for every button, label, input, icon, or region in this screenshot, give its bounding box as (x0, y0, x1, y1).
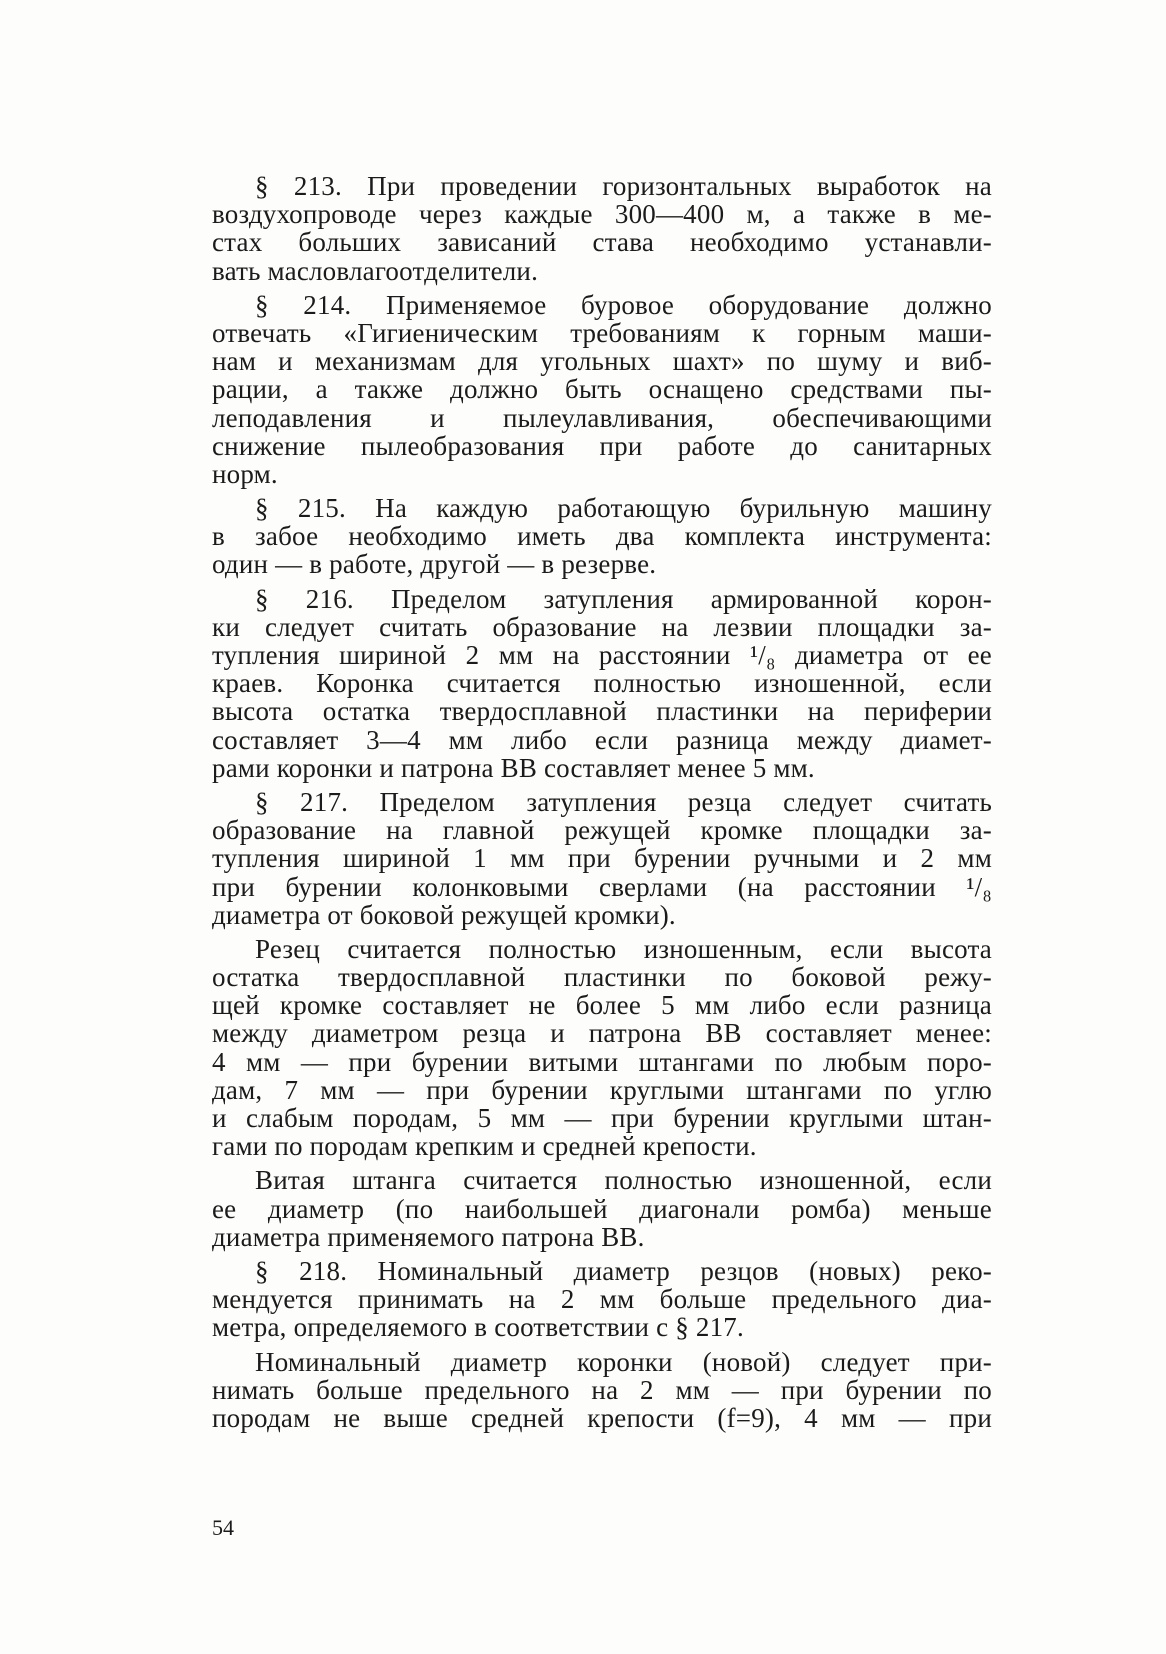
text-line: между диаметром резца и патрона ВВ составляет менее: (212, 1018, 992, 1049)
text-line: § 214. Применяемое буровое оборудование должно (255, 289, 992, 320)
text-line: Резец считается полностью изношенным, если высота (255, 933, 992, 964)
text-line: леподавления и пылеулавливания, обеспечивающими (212, 402, 992, 433)
body-text (212, 172, 992, 1432)
text-line: 4 мм — при бурении витыми штангами по любым поро- (212, 1046, 992, 1077)
text-line: остатка твердосплавной пластинки по боковой режу- (212, 962, 992, 993)
text-line: гами по породам крепким и средней крепости. (212, 1131, 757, 1162)
text-line: § 213. При проведении горизонтальных выработок на (255, 171, 992, 201)
text-line: и слабым породам, 5 мм — при бурении круглыми штан- (212, 1103, 992, 1133)
text-line: диаметра от боковой режущей кромки). (212, 899, 676, 930)
text-line: тупления шириной 1 мм при бурении ручными и 2 мм (212, 843, 992, 874)
text-line: образование на главной режущей кромке площадки за- (212, 815, 992, 846)
text-line: нам и механизмам для угольных шахт» по шуму и виб- (212, 346, 992, 377)
text-line: вать масловлагоотделители. (212, 255, 539, 286)
text-line: § 215. На каждую работающую бурильную машину (255, 493, 992, 524)
page-number: 54 (212, 1515, 234, 1540)
text-line: при бурении колонковыми сверлами (на расстоянии ¹/₈ (212, 871, 992, 902)
text-line: метра, определяемого в соответствии с § 217. (212, 1312, 744, 1343)
text-line: Витая штанга считается полностью изношенной, если (255, 1165, 992, 1196)
text-line: Номинальный диаметр коронки (новой) следует при- (255, 1346, 992, 1377)
text-line: норм. (212, 458, 278, 489)
text-line: в забое необходимо иметь два комплекта инструмента: (212, 521, 992, 552)
text-line: породам не выше средней крепости (f=9), 4 мм — при (212, 1402, 992, 1433)
text-line: тупления шириной 2 мм на расстоянии ¹/₈ диаметра от ее (212, 640, 992, 670)
text-line: отвечать «Гигиеническим требованиям к горным маши- (212, 317, 992, 348)
text-line: ее диаметр (по наибольшей диагонали ромба) меньше (212, 1193, 992, 1224)
text-line: § 216. Пределом затупления армированной корон- (255, 583, 992, 614)
text-line: ки следует считать образование на лезвии площадки за- (212, 611, 992, 642)
text-line: составляет 3—4 мм либо если разница между диамет- (212, 724, 992, 755)
text-line: снижение пылеобразования при работе до санитарных (212, 430, 992, 461)
text-line: высота остатка твердосплавной пластинки на периферии (212, 696, 992, 727)
text-line: мендуется принимать на 2 мм больше предельного диа- (212, 1284, 992, 1315)
text-line: рами коронки и патрона ВВ составляет менее 5 мм. (212, 752, 815, 783)
text-line: один — в работе, другой — в резерве. (212, 549, 657, 580)
text-line: рации, а также должно быть оснащено средствами пы- (212, 374, 992, 405)
text-line: краев. Коронка считается полностью изношенной, если (212, 668, 992, 699)
text-line: нимать больше предельного на 2 мм — при бурении по (212, 1374, 992, 1405)
text-line: щей кромке составляет не более 5 мм либо если разница (212, 990, 992, 1021)
text-line: воздухопроводе через каждые 300—400 м, а также в ме- (212, 199, 992, 230)
text-line: стах больших зависаний става необходимо устанавли- (212, 227, 992, 258)
text-line: § 218. Номинальный диаметр резцов (новых) реко- (255, 1255, 992, 1286)
text-line: дам, 7 мм — при бурении круглыми штангами по углю (212, 1074, 992, 1105)
text-line: диаметра применяемого патрона ВВ. (212, 1221, 645, 1252)
text-line: § 217. Пределом затупления резца следует считать (255, 786, 992, 817)
